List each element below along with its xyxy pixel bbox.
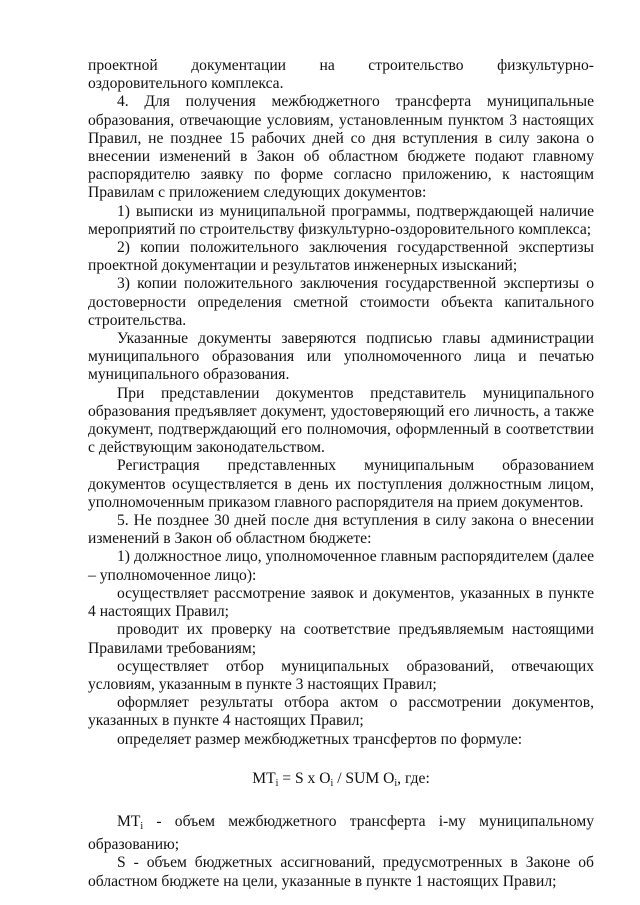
formula-tail: , где: bbox=[397, 769, 430, 787]
formula-sub: i bbox=[330, 777, 334, 789]
paragraph: 5. Не позднее 30 дней после дня вступления в силу закона о внесении изменений в Закон об областном бюджете: bbox=[88, 512, 594, 548]
paragraph: Указанные документы заверяются подписью главы администрации муниципального образования или уполномоченного лица и печатью муниципального образования. bbox=[88, 330, 594, 384]
paragraph: оформляет результаты отбора актом о рассмотрении документов, указанных в пункте 4 настоящих Правил; bbox=[88, 694, 594, 730]
formula-sub: i bbox=[275, 777, 279, 789]
paragraph: 1) выписки из муниципальной программы, подтверждающей наличие мероприятий по строительству физкультурно-оздоровительного комплекса; bbox=[88, 202, 594, 238]
document-page bbox=[88, 57, 594, 891]
paragraph: 3) копии положительного заключения государственной экспертизы о достоверности определения сметной стоимости объекта капитального строительства. bbox=[88, 275, 594, 329]
paragraph: проводит их проверку на соответствие предъявляемым настоящими Правилами требованиям; bbox=[88, 621, 594, 657]
paragraph: определяет размер межбюджетных трансфертов по формуле: bbox=[117, 730, 523, 748]
paragraph: осуществляет рассмотрение заявок и документов, указанных в пункте 4 настоящих Правил; bbox=[88, 584, 594, 621]
paragraph: 1) должностное лицо, уполномоченное главным распорядителем (далее – уполномоченное лицо): bbox=[88, 548, 594, 584]
formula-eq: = S x O bbox=[278, 769, 331, 787]
definition-mt-sub: i bbox=[140, 820, 144, 832]
paragraph: осуществляет отбор муниципальных образований, отвечающих условиям, указанным в пункте 3 настоящих Правил; bbox=[88, 657, 594, 693]
definition-mt-text: - объем межбюджетного трансферта i-му муниципальному образованию; bbox=[88, 812, 594, 854]
definition-s: S - объем бюджетных ассигнований, предусмотренных в Законе об областном бюджете на цели, указанные в пункте 1 настоящих Правил; bbox=[88, 854, 594, 890]
definition-mt bbox=[88, 813, 594, 854]
paragraph: проектной документации на строительство физкультурно-оздоровительного комплекса. bbox=[88, 57, 594, 93]
paragraph: Регистрация представленных муниципальным образованием документов осуществляется в день их поступления должностным лицом, уполномоченным приказом главного распорядителя на прием документов. bbox=[88, 457, 594, 511]
paragraph: 2) копии положительного заключения государственной экспертизы проектной документации и результатов инженерных изысканий; bbox=[88, 239, 594, 275]
formula-div: / SUM O bbox=[333, 769, 395, 787]
formula bbox=[88, 770, 594, 793]
definition-mt-label: МТ bbox=[117, 812, 141, 830]
paragraph: 4. Для получения межбюджетного трансферта муниципальные образования, отвечающие условиям, установленным пунктом 3 настоящих Правил, не позднее 15 рабочих дней со дня вступления в силу закона о внесении изменений в Закон об областном бюджете подают главному распорядителю заявку по форме согласно приложению, к настоящим Правилам с приложением следующих документов: bbox=[88, 93, 594, 202]
formula-sub: i bbox=[394, 777, 398, 789]
formula-mt: МТ bbox=[252, 769, 276, 787]
paragraph: При представлении документов представитель муниципального образования предъявляет документ, удостоверяющий его личность, а также документ, подтверждающий его полномочия, оформленный в соответствии с действующим законодательством. bbox=[88, 384, 594, 457]
